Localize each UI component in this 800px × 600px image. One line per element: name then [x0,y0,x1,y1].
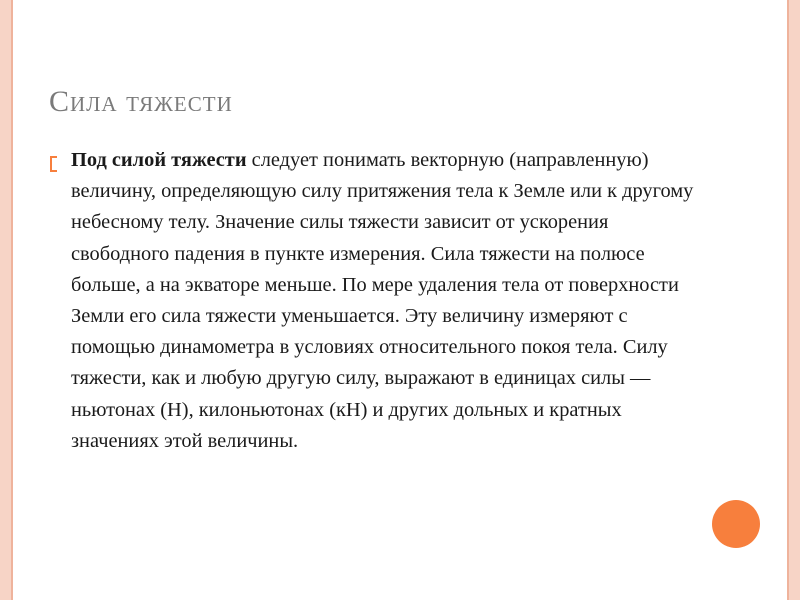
bullet-bracket-icon [49,156,59,172]
body-text: следует понимать векторную (направленную) величину, определяющую силу притяжения тела к Земле или к другому небесному телу. Значение силы тяжести зависит от ускорения свободного падения в пункте измерения. Сила тяжести на полюсе больше, а на экваторе меньше. По мере удаления тела от поверхности Земли его сила тяжести уменьшается. Эту величину измеряют с помощью динамометра в условиях относительного покоя тела. Силу тяжести, как и любую другую силу, выражают в единицах силы — ньютонах (Н), килоньютонах (кН) и других дольных и кратных значениях этой величины. [71,149,694,452]
bold-lead-term: Под силой тяжести [71,149,247,171]
slide-title: Сила тяжести [49,85,233,118]
slide-body-paragraph [71,145,701,457]
decorative-circle [712,500,760,548]
left-border-band [0,0,11,600]
left-border-line [11,0,13,600]
right-border-band [789,0,800,600]
right-border-line [787,0,789,600]
